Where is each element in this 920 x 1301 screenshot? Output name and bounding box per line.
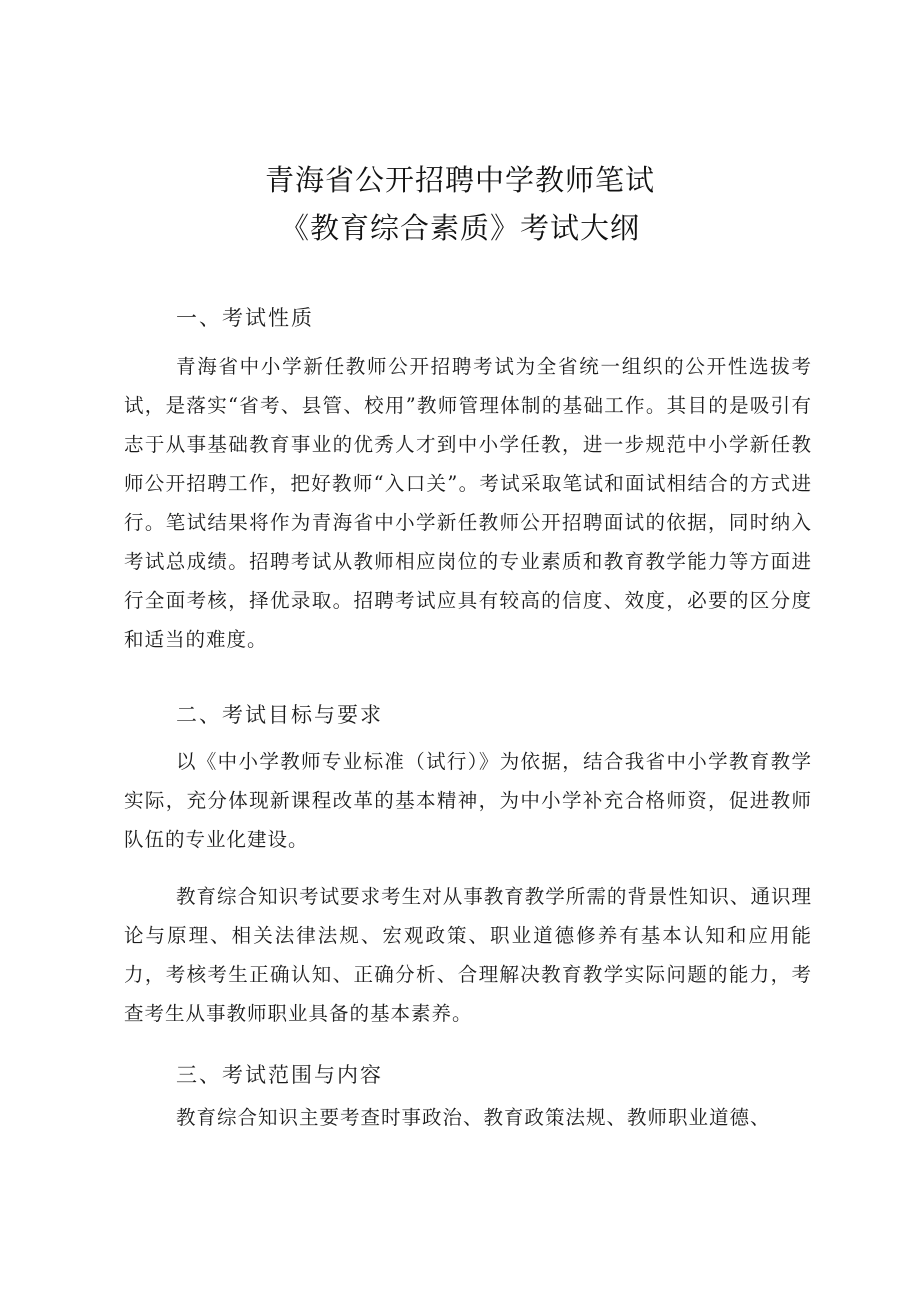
document-title-line-2: 《教育综合素质》考试大纲: [279, 211, 640, 245]
section-paragraph-exam-goals-1: 以《中小学教师专业标准（试行）》为依据，结合我省中小学教育教学实际，充分体现新课程改革的基本精神，为中小学补充合格师资，促进教师队伍的专业化建设。: [124, 750, 812, 851]
section-heading-exam-nature: 一、考试性质: [176, 306, 314, 330]
document-title-line-1: 青海省公开招聘中学教师笔试: [264, 163, 655, 197]
section-heading-exam-goals: 二、考试目标与要求: [176, 703, 383, 727]
section-paragraph-exam-goals-2: 教育综合知识考试要求考生对从事教育教学所需的背景性知识、通识理论与原理、相关法律法规、宏观政策、职业道德修养有基本认知和应用能力，考核考生正确认知、正确分析、合理解决教育教学实际问题的能力，考查考生从事教师职业具备的基本素养。: [124, 885, 812, 1025]
section-paragraph-exam-scope: 教育综合知识主要考查时事政治、教育政策法规、教师职业道德、: [176, 1106, 771, 1129]
section-paragraph-exam-nature: 青海省中小学新任教师公开招聘考试为全省统一组织的公开性选拔考试，是落实“省考、县管、校用”教师管理体制的基础工作。其目的是吸引有志于从事基础教育事业的优秀人才到中小学任教，进一步规范中小学新任教师公开招聘工作，把好教师“入口关”。考试采取笔试和面试相结合的方式进行。笔试结果将作为青海省中小学新任教师公开招聘面试的依据，同时纳入考试总成绩。招聘考试从教师相应岗位的专业素质和教育教学能力等方面进行全面考核，择优录取。招聘考试应具有较高的信度、效度，必要的区分度和适当的难度。: [124, 355, 812, 651]
section-heading-exam-scope: 三、考试范围与内容: [176, 1063, 383, 1087]
